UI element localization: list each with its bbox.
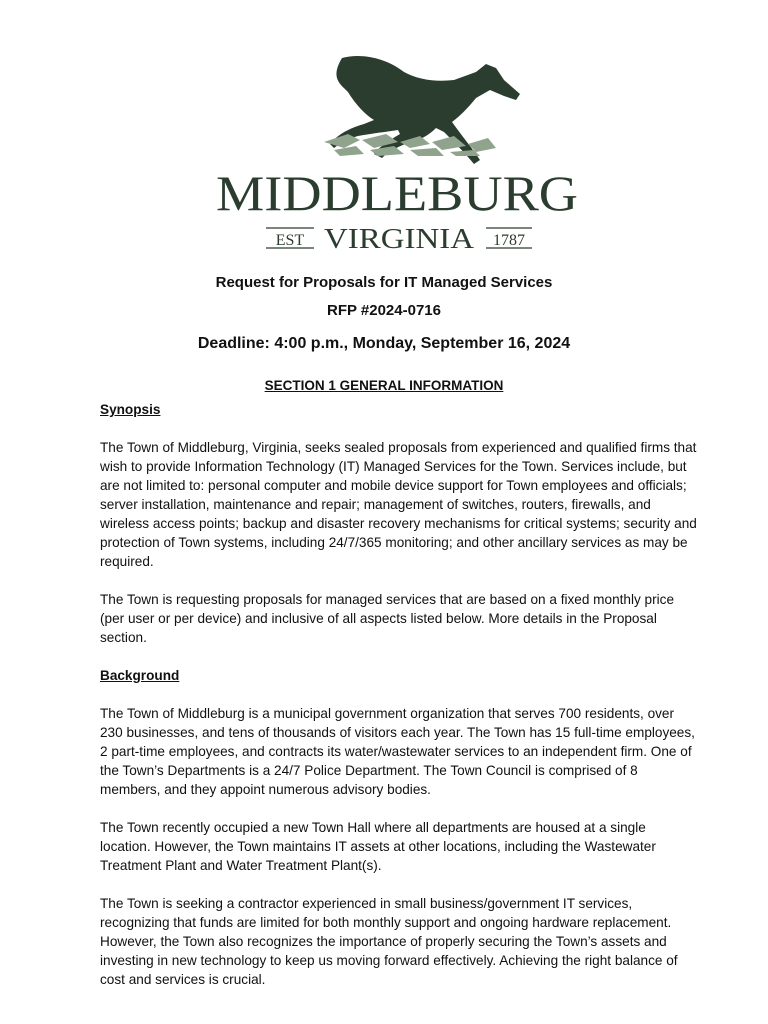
synopsis-paragraph: The Town of Middleburg, Virginia, seeks sealed proposals from experienced and qualified firms that wish to provide Information Technology (IT) Managed Services for the Town. Services include, but are not limited to: personal computer and mobile device support for Town employees and officials; server installation, maintenance and repair; management of switches, routers, firewalls, and wireless access points; backup and disaster recovery mechanisms for critical systems; security and protection of Town systems, including 24/7/365 monitoring; and other ancillary services as may be required.: [100, 440, 697, 569]
middleburg-logo: [214, 50, 580, 255]
logo-name: MIDDLEBURG: [216, 165, 578, 221]
document-title: Request for Proposals for IT Managed Services: [215, 274, 553, 291]
section-heading: SECTION 1 GENERAL INFORMATION: [264, 378, 504, 393]
background-paragraph: The Town of Middleburg is a municipal government organization that serves 700 residents, over 230 businesses, and tens of thousands of visitors each year. The Town has 15 full-time employees, 2 part-time employees, and contracts its water/wastewater services to an independent firm. One of the Town’s Departments is a 24/7 Police Department. The Town Council is comprised of 8 members, and they appoint numerous advisory bodies.: [100, 706, 695, 797]
background-heading: Background: [100, 668, 180, 683]
logo-est: EST: [275, 232, 305, 249]
document-body: [100, 400, 700, 1008]
synopsis-heading: Synopsis: [100, 402, 161, 417]
logo-year: 1787: [493, 232, 525, 249]
background-paragraph: The Town is seeking a contractor experienced in small business/government IT services, recognizing that funds are limited for both monthly support and ongoing hardware replacement. However, the Town also recognizes the importance of properly securing the Town’s assets and investing in new technology to keep us moving forward effectively. Achieving the right balance of cost and services is crucial.: [100, 896, 678, 987]
deadline: Deadline: 4:00 p.m., Monday, September 16, 2024: [197, 335, 571, 352]
synopsis-paragraph: The Town is requesting proposals for managed services that are based on a fixed monthly price (per user or per device) and inclusive of all aspects listed below. More details in the Proposal section.: [100, 592, 675, 645]
logo-state: VIRGINIA: [324, 224, 475, 255]
rfp-number: RFP #2024-0716: [327, 302, 441, 319]
background-paragraph: The Town recently occupied a new Town Hall where all departments are housed at a single location. However, the Town maintains IT assets at other locations, including the Wastewater Treatment Plant and Water Treatment Plant(s).: [100, 820, 656, 873]
